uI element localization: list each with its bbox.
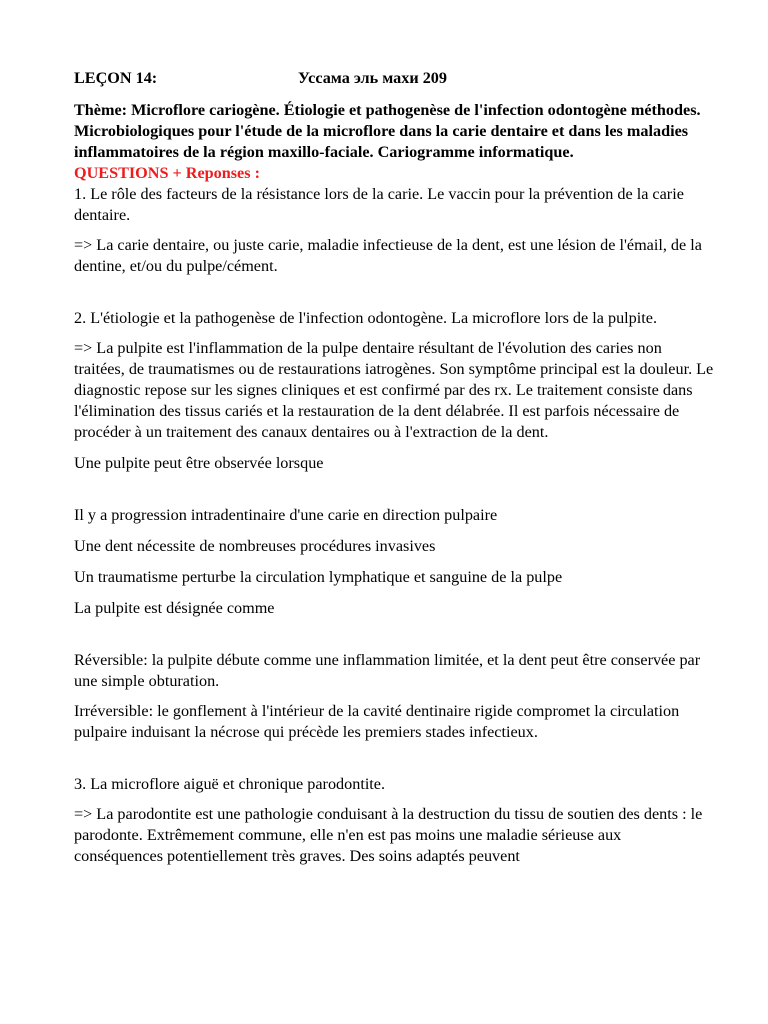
theme-paragraph: Thème: Microflore cariogène. Étiologie et pathogenèse de l'infection odontogène méthodes. Microbiologiques pour l'étude de la microflore dans la carie dentaire et dans les maladies inflammatoires de la région maxillo-faciale. Cariogramme informatique. (74, 101, 701, 161)
pulpitis-type-reversible: Réversible: la pulpite débute comme une inflammation limitée, et la dent peut être conservée par une simple obturation. (74, 651, 701, 690)
document-page (74, 68, 714, 867)
pulpitis-cause-1: Il y a progression intradentinaire d'une carie en direction pulpaire (74, 506, 498, 524)
questions-title: QUESTIONS + Reponses : (74, 164, 260, 182)
pulpitis-cause-2: Une dent nécessite de nombreuses procédures invasives (74, 537, 436, 555)
pulpitis-type-irreversible: Irréversible: le gonflement à l'intérieur de la cavité dentinaire rigide compromet la circulation pulpaire induisant la nécrose qui précède les premiers stades infectieux. (74, 702, 680, 741)
pulpitis-observed-intro: Une pulpite peut être observée lorsque (74, 454, 324, 472)
pulpitis-cause-3: Un traumatisme perturbe la circulation lymphatique et sanguine de la pulpe (74, 568, 563, 586)
question-2: 2. L'étiologie et la pathogenèse de l'infection odontogène. La microflore lors de la pulpite. (74, 309, 657, 327)
question-1: 1. Le rôle des facteurs de la résistance lors de la carie. Le vaccin pour la prévention de la carie dentaire. (74, 185, 684, 224)
pulpitis-designated-intro: La pulpite est désignée comme (74, 599, 275, 617)
author-name: Уссама эль махи 209 (298, 69, 447, 87)
answer-3: => La parodontite est une pathologie conduisant à la destruction du tissu de soutien des dents : le parodonte. Extrêmement commune, elle n'en est pas moins une maladie sérieuse aux conséquences potentiellement très graves. Des soins adaptés peuvent (74, 805, 703, 865)
question-3: 3. La microflore aiguë et chronique parodontite. (74, 775, 386, 793)
lesson-header (74, 68, 714, 89)
lesson-number: LEÇON 14: (74, 69, 158, 87)
answer-2: => La pulpite est l'inflammation de la pulpe dentaire résultant de l'évolution des caries non traitées, de traumatismes ou de restaurations iatrogènes. Son symptôme principal est la douleur. Le diagnostic repose sur les signes cliniques et est confirmé par des rx. Le traitement consiste dans l'élimination des tissus cariés et la restauration de la dent délabrée. Il est parfois nécessaire de procéder à un traitement des canaux dentaires ou à l'extraction de la dent. (74, 339, 714, 441)
answer-1: => La carie dentaire, ou juste carie, maladie infectieuse de la dent, est une lésion de l'émail, de la dentine, et/ou du pulpe/cément. (74, 236, 702, 275)
